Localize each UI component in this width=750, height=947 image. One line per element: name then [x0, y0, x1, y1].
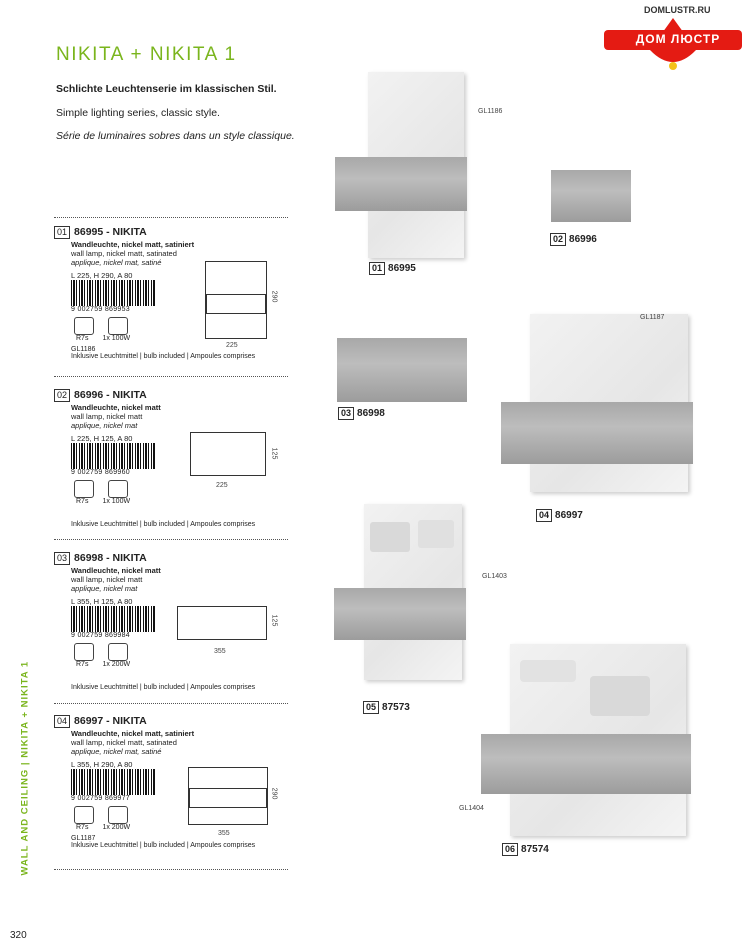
barcode — [71, 443, 155, 469]
item-desc-en: wall lamp, nickel matt, satinated — [71, 249, 177, 258]
dimension-drawing — [205, 261, 267, 339]
item-desc-fr: applique, nickel mat — [71, 584, 138, 593]
dimension-drawing — [177, 606, 267, 640]
barcode-number: 9 002759 869984 — [71, 632, 130, 639]
bulb-label: 1x 200W — [102, 661, 131, 668]
product-code: 86995 — [388, 263, 416, 274]
socket-label: R7s — [76, 661, 89, 668]
page-title: NIKITA + NIKITA 1 — [56, 44, 237, 65]
dim-height: 125 — [270, 447, 278, 460]
item-desc-fr: applique, nickel mat — [71, 421, 138, 430]
socket-label: R7s — [76, 335, 89, 342]
bulb-included: Inklusive Leuchtmittel | bulb included | Ampoules comprises — [71, 521, 256, 528]
intro-fr: Série de luminaires sobres dans un style classique. — [56, 130, 295, 142]
dimension-drawing — [190, 432, 266, 476]
logo-text: ДОМ ЛЮСТР — [635, 32, 721, 46]
intro-de: Schlichte Leuchtenserie im klassischen Stil. — [56, 83, 277, 95]
product-label — [338, 407, 385, 420]
glass-label: GL1187 — [640, 314, 665, 321]
product-code: 86997 — [555, 510, 583, 521]
item-desc-de: Wandleuchte, nickel matt — [71, 403, 161, 412]
product-number: 04 — [536, 509, 552, 522]
glass-pattern — [370, 522, 410, 552]
glass-pattern — [590, 676, 650, 716]
bulb-icon — [108, 806, 128, 824]
item-desc-de: Wandleuchte, nickel matt, satiniert — [71, 729, 195, 738]
product-label — [550, 233, 597, 246]
page-number: 320 — [10, 930, 27, 941]
socket-label: R7s — [76, 824, 89, 831]
dim-width: 225 — [216, 482, 228, 489]
bulb-label: 1x 100W — [102, 335, 131, 342]
product-number: 02 — [550, 233, 566, 246]
item-desc-fr: applique, nickel mat, satiné — [71, 747, 162, 756]
dim-height: 290 — [270, 787, 278, 800]
product-image — [337, 338, 467, 402]
item-number: 03 — [54, 552, 70, 565]
bulb-label: 1x 200W — [102, 824, 131, 831]
glass-code: GL1187 — [71, 835, 96, 842]
dim-width: 225 — [226, 342, 238, 349]
item-dims: L 355, H 125, A 80 — [71, 597, 133, 606]
barcode-number: 9 002759 869977 — [71, 795, 130, 802]
divider — [54, 703, 288, 704]
bulb-included: Inklusive Leuchtmittel | bulb included | Ampoules comprises — [71, 353, 256, 360]
item-desc-en: wall lamp, nickel matt — [71, 412, 143, 421]
dimension-drawing — [188, 767, 268, 825]
divider — [54, 217, 288, 218]
bulb-included: Inklusive Leuchtmittel | bulb included | Ampoules comprises — [71, 842, 256, 849]
product-code: 87574 — [521, 844, 549, 855]
socket-icon — [74, 643, 94, 661]
divider — [54, 376, 288, 377]
item-dims: L 225, H 290, A 80 — [71, 271, 133, 280]
barcode-number: 9 002759 869960 — [71, 469, 130, 476]
metal-band — [481, 734, 691, 794]
item-code: 86995 - NIKITA — [74, 226, 147, 238]
glass-code: GL1186 — [71, 346, 96, 353]
item-code: 86998 - NIKITA — [74, 552, 147, 564]
dim-height: 125 — [270, 614, 278, 627]
item-number: 01 — [54, 226, 70, 239]
item-desc-de: Wandleuchte, nickel matt — [71, 566, 161, 575]
glass-pattern — [418, 520, 454, 548]
glass-label: GL1186 — [478, 108, 503, 115]
socket-label: R7s — [76, 498, 89, 505]
product-number: 01 — [369, 262, 385, 275]
sidebar-label: WALL AND CEILING | NIKITA + NIKITA 1 — [19, 660, 31, 876]
bulb-label: 1x 100W — [102, 498, 131, 505]
product-label — [536, 509, 583, 522]
barcode — [71, 280, 155, 306]
product-label — [369, 262, 416, 275]
socket-icon — [74, 480, 94, 498]
barcode — [71, 769, 155, 795]
dim-width: 355 — [214, 648, 226, 655]
item-desc-de: Wandleuchte, nickel matt, satiniert — [71, 240, 195, 249]
item-code: 86996 - NIKITA — [74, 389, 147, 401]
item-code: 86997 - NIKITA — [74, 715, 147, 727]
metal-band — [334, 588, 466, 640]
bulb-icon — [108, 480, 128, 498]
item-dims: L 225, H 125, A 80 — [71, 434, 133, 443]
sidebar-label-container — [14, 640, 34, 890]
glass-label: GL1404 — [459, 805, 484, 812]
product-code: 86998 — [357, 408, 385, 419]
product-label — [363, 701, 410, 714]
socket-icon — [74, 317, 94, 335]
divider — [54, 539, 288, 540]
site-url: DOMLUSTR.RU — [644, 5, 711, 15]
product-number: 03 — [338, 407, 354, 420]
item-desc-fr: applique, nickel mat, satiné — [71, 258, 162, 267]
glass-label: GL1403 — [482, 573, 507, 580]
product-code: 86996 — [569, 234, 597, 245]
dim-width: 355 — [218, 830, 230, 837]
bulb-included: Inklusive Leuchtmittel | bulb included | Ampoules comprises — [71, 684, 256, 691]
barcode — [71, 606, 155, 632]
divider — [54, 869, 288, 870]
dim-height: 290 — [270, 290, 278, 303]
glass-pattern — [520, 660, 576, 682]
bulb-icon — [108, 317, 128, 335]
item-dims: L 355, H 290, A 80 — [71, 760, 133, 769]
socket-icon — [74, 806, 94, 824]
item-number: 02 — [54, 389, 70, 402]
product-label — [502, 843, 549, 856]
barcode-number: 9 002759 869953 — [71, 306, 130, 313]
intro-en: Simple lighting series, classic style. — [56, 107, 220, 119]
product-number: 06 — [502, 843, 518, 856]
item-desc-en: wall lamp, nickel matt — [71, 575, 143, 584]
bulb-icon — [108, 643, 128, 661]
item-number: 04 — [54, 715, 70, 728]
product-number: 05 — [363, 701, 379, 714]
metal-band — [335, 157, 467, 211]
metal-band — [501, 402, 693, 464]
product-code: 87573 — [382, 702, 410, 713]
item-desc-en: wall lamp, nickel matt, satinated — [71, 738, 177, 747]
product-image — [551, 170, 631, 222]
